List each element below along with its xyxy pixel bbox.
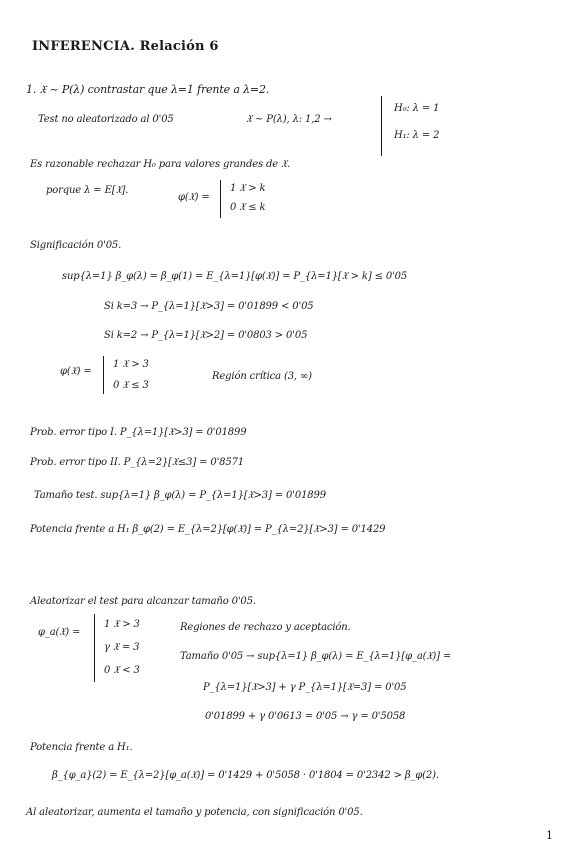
null-hypothesis: H₀: λ = 1 xyxy=(394,103,440,114)
model-statement: 𝔛 ~ P(λ), λ: 1,2 → xyxy=(246,114,332,125)
test-size: Tamaño test. sup{λ=1} β_φ(λ) = P_{λ=1}[𝔛>3] = 0'01899 xyxy=(34,490,326,501)
type-two-error: Prob. error tipo II. P_{λ=2}[𝔛≤3] = 0'8571 xyxy=(30,457,245,468)
randomized-power: β_{φ_a}(2) = E_{λ=2}[φ_a(𝔛)] = 0'1429 + 0'5058 · 0'1804 = 0'2342 > β_φ(2). xyxy=(52,770,439,781)
optimal-test-case-accept: 0 𝔛 ≤ 3 xyxy=(113,380,149,391)
test-function-brace xyxy=(220,180,221,218)
page-title: INFERENCIA. Relación 6 xyxy=(32,39,219,54)
test-function-case-reject: 1 𝔛 > k xyxy=(230,183,266,194)
gamma-solution: 0'01899 + γ 0'0613 = 0'05 → γ = 0'5058 xyxy=(205,711,406,722)
randomized-size-expansion: P_{λ=1}[𝔛>3] + γ P_{λ=1}[𝔛=3] = 0'05 xyxy=(203,682,407,693)
hypotheses-brace xyxy=(381,96,382,156)
optimal-test-label: φ(𝔛) = xyxy=(60,366,92,377)
conclusion: Al aleatorizar, aumenta el tamaño y potencia, con significación 0'05. xyxy=(26,807,363,818)
k3-check: Si k=3 → P_{λ=1}[𝔛>3] = 0'01899 < 0'05 xyxy=(104,301,314,312)
test-function-label: φ(𝔛) = xyxy=(178,192,210,203)
alternative-hypothesis: H₁: λ = 2 xyxy=(394,130,440,141)
size-condition: sup{λ=1} β_φ(λ) = β_φ(1) = E_{λ=1}[φ(𝔛)] = P_{λ=1}[𝔛 > k] ≤ 0'05 xyxy=(62,271,408,282)
optimal-test-brace xyxy=(103,356,104,394)
expectation-note: porque λ = E[𝔛]. xyxy=(46,185,129,196)
randomized-size-equation: Tamaño 0'05 → sup{λ=1} β_φ(λ) = E_{λ=1}[φ_a(𝔛)] = xyxy=(180,651,452,662)
significance-heading: Significación 0'05. xyxy=(30,240,122,251)
randomized-case-gamma: γ 𝔛 = 3 xyxy=(104,642,140,653)
randomize-heading: Aleatorizar el test para alcanzar tamaño 0'05. xyxy=(30,596,256,607)
problem-statement: 1. 𝔛 ~ P(λ) contrastar que λ=1 frente a λ=2. xyxy=(26,83,270,96)
test-function-case-accept: 0 𝔛 ≤ k xyxy=(230,202,266,213)
regions-note: Regiones de rechazo y aceptación. xyxy=(180,622,351,633)
randomized-test-brace xyxy=(94,614,95,682)
test-power: Potencia frente a H₁ β_φ(2) = E_{λ=2}[φ(𝔛)] = P_{λ=2}[𝔛>3] = 0'1429 xyxy=(30,524,386,535)
power-heading: Potencia frente a H₁. xyxy=(30,742,133,753)
randomized-case-accept: 0 𝔛 < 3 xyxy=(104,665,140,676)
page-number: 1 xyxy=(546,829,553,842)
critical-region: Región crítica (3, ∞) xyxy=(212,371,312,382)
randomized-case-reject: 1 𝔛 > 3 xyxy=(104,619,140,630)
optimal-test-case-reject: 1 𝔛 > 3 xyxy=(113,359,149,370)
k2-check: Si k=2 → P_{λ=1}[𝔛>2] = 0'0803 > 0'05 xyxy=(104,330,308,341)
randomized-test-label: φ_a(𝔛) = xyxy=(38,627,81,638)
type-one-error: Prob. error tipo I. P_{λ=1}[𝔛>3] = 0'01899 xyxy=(30,427,247,438)
rejection-reasoning: Es razonable rechazar H₀ para valores grandes de 𝔛. xyxy=(30,159,291,170)
test-description: Test no aleatorizado al 0'05 xyxy=(38,114,174,125)
